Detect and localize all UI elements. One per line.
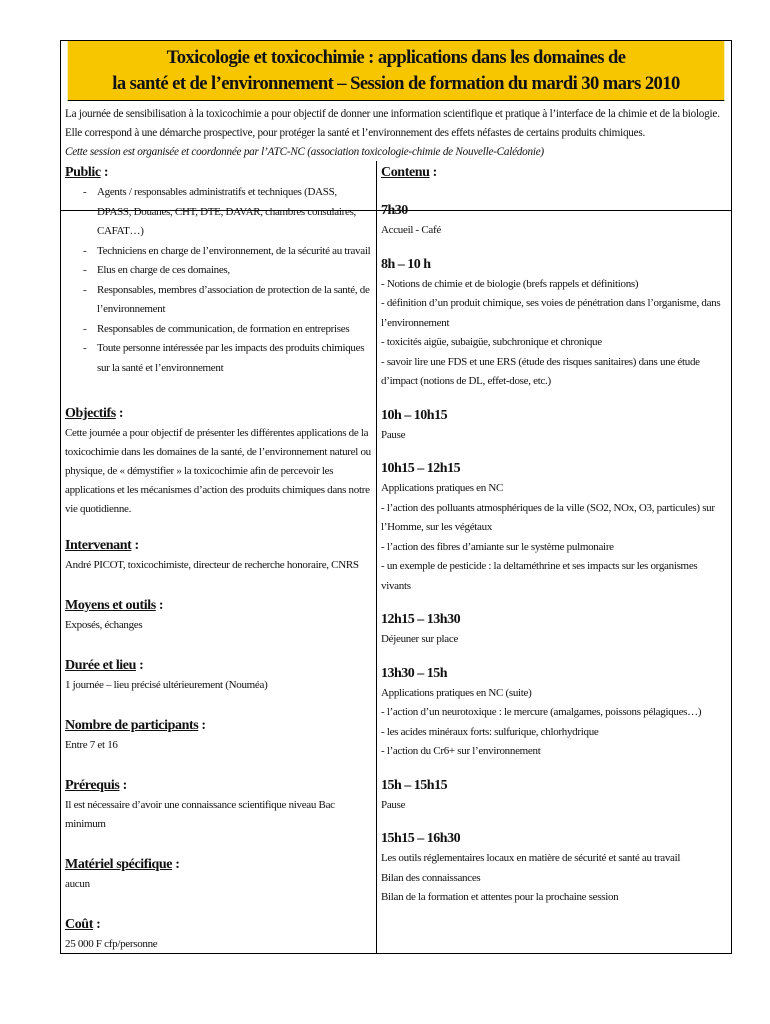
- session-line: - savoir lire une FDS et une ERS (étude des risques sanitaires) dans une étude d’impact (notions de DL, effet-dose, etc.): [381, 355, 700, 387]
- prerequis-section: [65, 776, 372, 834]
- list-item: - Techniciens en charge de l’environnement, de la sécurité au travail: [65, 242, 372, 262]
- session-line: - l’action des polluants atmosphériques de la ville (SO2, NOx, O3, particules) sur l’Homme, sur les végétaux: [381, 501, 715, 533]
- cout-section: [65, 915, 372, 954]
- session-time: 8h – 10 h: [381, 256, 431, 272]
- session-line: - toxicités aigüe, subaigüe, subchronique et chronique: [381, 336, 602, 348]
- duree-text: 1 journée – lieu précisé ultérieurement (Nouméa): [65, 679, 268, 691]
- moyens-heading: Moyens et outils :: [65, 598, 164, 613]
- list-item: - Responsables de communication, de formation en entreprises: [65, 320, 372, 340]
- duree-heading: Durée et lieu :: [65, 658, 144, 673]
- intervenant-text: André PICOT, toxicochimiste, directeur de recherche honoraire, CNRS: [65, 559, 359, 571]
- intro-paragraph-2: Elle correspond à une démarche prospective, pour protéger la santé et l’environnement des effets néfastes de certains produits chimiques.: [65, 127, 646, 139]
- session-line: - l’action du Cr6+ sur l’environnement: [381, 745, 541, 757]
- cout-text: 25 000 F cfp/personne: [65, 938, 158, 950]
- list-item: - Responsables, membres d’association de protection de la santé, de l’environnement: [65, 281, 372, 320]
- session-line: Pause: [381, 798, 406, 811]
- session-line: Applications pratiques en NC: [381, 482, 504, 494]
- session-time: 10h – 10h15: [381, 407, 448, 423]
- session-block: [381, 201, 727, 241]
- public-heading: Public :: [65, 165, 109, 180]
- title-line-1: Toxicologie et toxicochimie : applications dans les domaines de: [166, 47, 626, 68]
- cout-heading: Coût :: [65, 917, 101, 932]
- session-block: [381, 610, 727, 650]
- participants-heading: Nombre de participants :: [65, 718, 206, 733]
- session-block: [381, 459, 727, 596]
- document-frame: [60, 40, 732, 954]
- session-line: Bilan de la formation et attentes pour la prochaine session: [381, 891, 619, 903]
- session-block: [381, 406, 727, 446]
- materiel-text: aucun: [65, 878, 90, 890]
- document-title: [68, 41, 725, 101]
- public-section: [65, 163, 372, 378]
- moyens-text: Exposés, échanges: [65, 619, 143, 631]
- right-column: [377, 161, 731, 953]
- session-line: Les outils réglementaires locaux en matière de sécurité et santé au travail: [381, 852, 681, 864]
- session-line: Accueil - Café: [381, 224, 441, 236]
- session-time: 10h15 – 12h15: [381, 461, 461, 476]
- session-line: - les acides minéraux forts: sulfurique, chlorhydrique: [381, 725, 599, 738]
- intro-note: Cette session est organisée et coordonnée par l’ATC-NC (association toxicologie-chimie de Nouvelle-Calédonie): [65, 146, 544, 158]
- session-time: 15h – 15h15: [381, 777, 448, 793]
- session-line: Pause: [381, 428, 406, 441]
- participants-section: [65, 716, 372, 755]
- intro-paragraph-1: La journée de sensibilisation à la toxicochimie a pour objectif de donner une information scientifique et pratique à l’interface de la chimie et de la biologie.: [65, 108, 720, 120]
- session-time: 15h15 – 16h30: [381, 831, 461, 846]
- list-item: - Elus en charge de ces domaines,: [65, 261, 372, 281]
- session-line: Applications pratiques en NC (suite): [381, 686, 532, 699]
- objectifs-section: [65, 404, 372, 519]
- session-line: - l’action d’un neurotoxique : le mercure (amalgames, poissons pélagiques…): [381, 706, 702, 718]
- session-block: [381, 255, 727, 392]
- duree-section: [65, 656, 372, 695]
- participants-text: Entre 7 et 16: [65, 739, 118, 751]
- session-block: [381, 664, 727, 762]
- list-item: - Toute personne intéressée par les impacts des produits chimiques sur la santé et l’environnement: [65, 339, 372, 378]
- session-line: Déjeuner sur place: [381, 633, 459, 645]
- intervenant-heading: Intervenant :: [65, 538, 139, 553]
- public-list: [65, 183, 372, 378]
- session-time: 7h30: [381, 203, 408, 218]
- session-time: 13h30 – 15h: [381, 665, 448, 681]
- prerequis-text: Il est nécessaire d’avoir une connaissance scientifique niveau Bac minimum: [65, 799, 335, 830]
- session-line: - l’action des fibres d’amiante sur le système pulmonaire: [381, 540, 614, 553]
- objectifs-heading: Objectifs :: [65, 406, 124, 421]
- session-line: - un exemple de pesticide : la deltaméthrine et ses impacts sur les organismes vivants: [381, 560, 698, 592]
- intervenant-section: [65, 536, 372, 575]
- materiel-heading: Matériel spécifique :: [65, 857, 180, 872]
- session-time: 12h15 – 13h30: [381, 612, 461, 627]
- moyens-section: [65, 596, 372, 635]
- session-block: [381, 829, 727, 908]
- session-line: - définition d’un produit chimique, ses voies de pénétration dans l’organisme, dans l’environnement: [381, 297, 721, 329]
- objectifs-text: Cette journée a pour objectif de présenter les différentes applications de la toxicochimie dans les domaines de la santé, de l’environnement naturel ou physique, de « démystifier » la toxicochimie afin de percevoir les applications et les mécanismes d’action des produits chimiques dans notre vie quotidienne.: [65, 427, 371, 515]
- contenu-heading: Contenu :: [381, 165, 437, 180]
- title-line-2: la santé et de l’environnement – Session de formation du mardi 30 mars 2010: [112, 73, 680, 94]
- session-block: [381, 776, 727, 816]
- session-line: - Notions de chimie et de biologie (brefs rappels et définitions): [381, 277, 639, 290]
- list-item: - Agents / responsables administratifs et techniques (DASS, DPASS, Douanes, CHT, DTE, DAVAR, chambres consulaires, CAFAT…): [65, 183, 372, 242]
- left-column: [61, 161, 377, 953]
- session-line: Bilan des connaissances: [381, 871, 481, 884]
- prerequis-heading: Prérequis :: [65, 778, 127, 793]
- materiel-section: [65, 855, 372, 894]
